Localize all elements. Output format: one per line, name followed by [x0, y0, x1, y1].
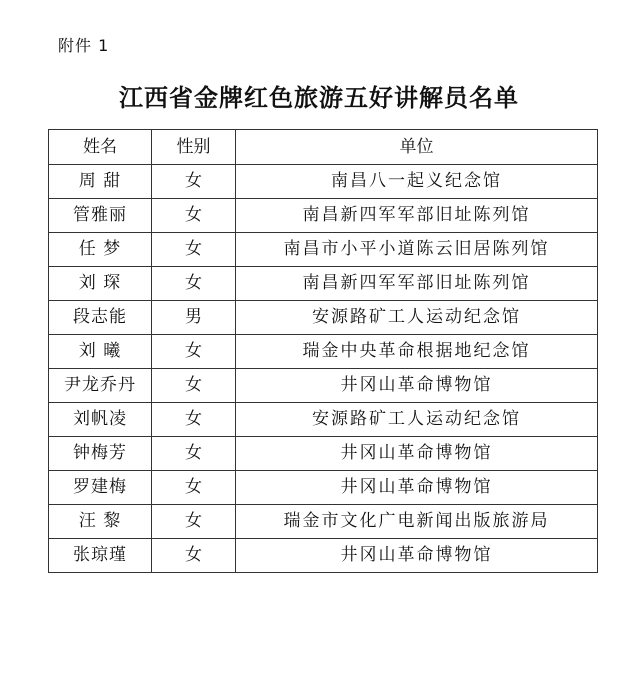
cell-unit: 井冈山革命博物馆: [236, 471, 598, 505]
cell-gender: 女: [152, 437, 236, 471]
table-row: [49, 165, 598, 199]
table-row: [49, 505, 598, 539]
cell-name: 汪 黎: [49, 505, 152, 539]
document-title: 江西省金牌红色旅游五好讲解员名单: [119, 83, 519, 112]
cell-unit: 井冈山革命博物馆: [236, 369, 598, 403]
cell-name: 尹龙乔丹: [49, 369, 152, 403]
cell-name: 任 梦: [49, 233, 152, 267]
cell-name: 刘帆凌: [49, 403, 152, 437]
cell-gender: 女: [152, 369, 236, 403]
cell-unit: 瑞金市文化广电新闻出版旅游局: [236, 505, 598, 539]
table-row: [49, 403, 598, 437]
table-row: [49, 369, 598, 403]
table-header-row: [49, 130, 598, 165]
cell-gender: 男: [152, 301, 236, 335]
cell-gender: 女: [152, 403, 236, 437]
cell-name: 管雅丽: [49, 199, 152, 233]
table-row: [49, 199, 598, 233]
cell-unit: 井冈山革命博物馆: [236, 437, 598, 471]
table-row: [49, 335, 598, 369]
cell-name: 张琼瑾: [49, 539, 152, 573]
cell-unit: 南昌新四军军部旧址陈列馆: [236, 199, 598, 233]
cell-gender: 女: [152, 335, 236, 369]
cell-unit: 南昌新四军军部旧址陈列馆: [236, 267, 598, 301]
table-row: [49, 471, 598, 505]
table-row: [49, 233, 598, 267]
table-row: [49, 301, 598, 335]
cell-unit: 安源路矿工人运动纪念馆: [236, 403, 598, 437]
table-row: [49, 267, 598, 301]
cell-gender: 女: [152, 199, 236, 233]
attachment-label: 附件 1: [58, 36, 110, 55]
cell-gender: 女: [152, 505, 236, 539]
cell-unit: 南昌八一起义纪念馆: [236, 165, 598, 199]
column-header-unit: 单位: [236, 130, 598, 165]
cell-name: 钟梅芳: [49, 437, 152, 471]
cell-gender: 女: [152, 539, 236, 573]
cell-name: 刘 琛: [49, 267, 152, 301]
cell-gender: 女: [152, 165, 236, 199]
guide-roster-table: [48, 129, 598, 573]
cell-gender: 女: [152, 471, 236, 505]
column-header-gender: 性别: [152, 130, 236, 165]
cell-gender: 女: [152, 267, 236, 301]
cell-name: 周 甜: [49, 165, 152, 199]
cell-name: 罗建梅: [49, 471, 152, 505]
column-header-name: 姓名: [49, 130, 152, 165]
table-row: [49, 539, 598, 573]
cell-name: 段志能: [49, 301, 152, 335]
cell-unit: 南昌市小平小道陈云旧居陈列馆: [236, 233, 598, 267]
cell-gender: 女: [152, 233, 236, 267]
cell-unit: 井冈山革命博物馆: [236, 539, 598, 573]
cell-unit: 安源路矿工人运动纪念馆: [236, 301, 598, 335]
cell-name: 刘 曦: [49, 335, 152, 369]
cell-unit: 瑞金中央革命根据地纪念馆: [236, 335, 598, 369]
table-row: [49, 437, 598, 471]
